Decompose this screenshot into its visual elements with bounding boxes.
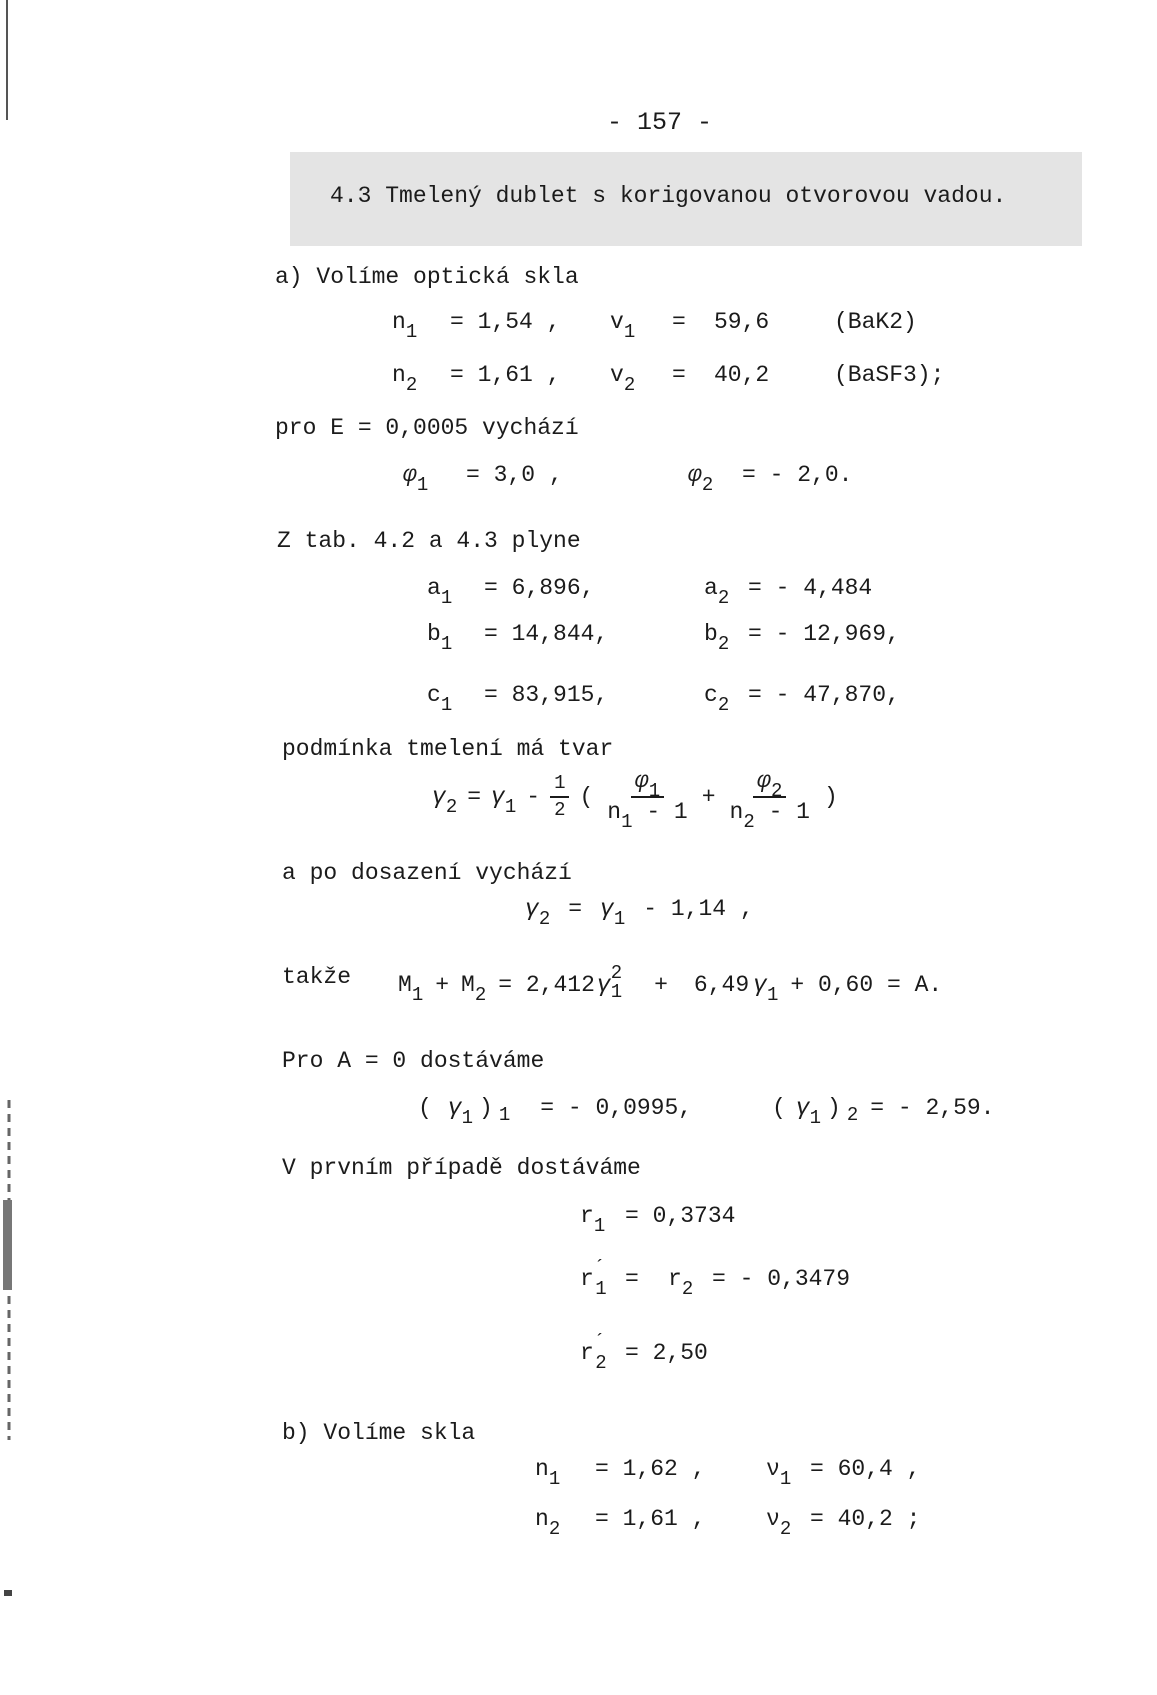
sum-plus1: +	[435, 972, 450, 998]
b-glass2-n-sub: 2	[548, 1518, 561, 1540]
glass2-n-value: = 1,61 ,	[450, 362, 561, 388]
coef-b2	[704, 621, 730, 655]
page-number: - 157 -	[607, 108, 713, 137]
bonding-label: podmínka tmelení má tvar	[282, 736, 614, 762]
b-glass1-n-value: = 1,62 ,	[595, 1456, 706, 1482]
phi1-value: = 3,0 ,	[466, 462, 563, 488]
coef-a2	[704, 575, 730, 609]
glass2-n-sub: 2	[405, 374, 418, 396]
half-num: 1	[550, 774, 569, 798]
r2-prime-symbol: r	[580, 1340, 594, 1366]
fraction-phi1-den-rest: - 1	[646, 799, 688, 825]
r1-symbol: r	[580, 1203, 594, 1229]
glass2-n	[392, 362, 418, 396]
glass2-v-sub: 2	[623, 374, 636, 396]
glass1-v	[610, 309, 636, 343]
sum-m2-sub: 2	[474, 984, 487, 1006]
glass1-n-sub: 1	[405, 321, 418, 343]
sum-gamma	[753, 972, 779, 1006]
sum-m2	[461, 972, 487, 1006]
fraction-phi2-num-symbol: φ	[757, 768, 771, 794]
phi1	[403, 462, 429, 496]
solution-2-gamma-sub: 1	[809, 1107, 822, 1129]
solution-2-open: (	[772, 1095, 786, 1121]
half-den: 2	[554, 799, 566, 821]
coef-a1-symbol: a	[427, 575, 441, 601]
sum-coef: 6,49	[693, 972, 750, 998]
bonding-lhs-sub: 2	[445, 795, 458, 818]
bonding-open-paren: (	[579, 783, 594, 810]
b-glass1-n-symbol: n	[535, 1456, 549, 1482]
phi1-symbol: φ	[403, 462, 417, 488]
fraction-phi2	[726, 768, 814, 833]
b-glass2-n-value: = 1,61 ,	[595, 1506, 706, 1532]
substitution-rest: - 1,14 ,	[643, 896, 754, 922]
b-glass2-n-symbol: n	[535, 1506, 549, 1532]
b-glass1-v-symbol: ν	[766, 1456, 780, 1482]
b-glass2-n	[535, 1506, 561, 1540]
glass2-v-eq: =	[672, 362, 686, 388]
solution-2-gamma-symbol: γ	[795, 1095, 810, 1121]
r2-prime-value: = 2,50	[625, 1340, 708, 1366]
phi2-symbol: φ	[688, 462, 702, 488]
r1-prime-mark: ´	[593, 1257, 606, 1279]
fraction-phi1	[603, 768, 691, 833]
substitution-g1-sub: 1	[613, 908, 626, 930]
sum-tail: + 0,60 = A.	[790, 972, 943, 998]
r1-sub: 1	[593, 1215, 606, 1237]
solution-2-index: 2	[846, 1104, 859, 1126]
b-glass2-v-symbol: ν	[766, 1506, 780, 1532]
coef-c1-value: = 83,915,	[484, 682, 609, 708]
bonding-lhs-symbol: γ	[432, 783, 446, 810]
coef-a1	[427, 575, 453, 609]
b-glass1-n	[535, 1456, 561, 1490]
phi2	[688, 462, 714, 496]
bonding-g1	[491, 783, 517, 818]
bonding-lhs	[432, 783, 458, 818]
bonding-close-paren: )	[824, 783, 838, 810]
glass2-n-symbol: n	[392, 362, 406, 388]
coef-b2-symbol: b	[704, 621, 718, 647]
r2-symbol: r	[668, 1266, 682, 1292]
solution-2-value: = - 2,59.	[870, 1095, 995, 1121]
bonding-equation	[432, 768, 838, 833]
substitution-g1	[600, 896, 626, 930]
b-glass1-v-value: = 60,4 ,	[810, 1456, 921, 1482]
substitution-lhs-symbol: γ	[525, 896, 539, 922]
glass1-v-eq: =	[672, 309, 686, 335]
r1-prime-eq: =	[625, 1266, 639, 1292]
r1-prime-symbol: r	[580, 1266, 594, 1292]
b-glass2-v-sub: 2	[779, 1518, 792, 1540]
sum-gamma2-sub: 1	[766, 984, 779, 1006]
bonding-minus: -	[526, 783, 541, 810]
r2-prime-mark: ´	[593, 1331, 606, 1353]
phi1-sub: 1	[416, 474, 429, 496]
sum-equation	[398, 962, 943, 1012]
coef-c1-symbol: c	[427, 682, 441, 708]
glass1-n-symbol: n	[392, 309, 406, 335]
substitution-eq: =	[568, 896, 583, 922]
sum-eq: = 2,412	[498, 972, 595, 998]
bonding-g1-symbol: γ	[491, 783, 505, 810]
glass1-v-sub: 1	[623, 321, 636, 343]
part-b-intro: b) Volíme skla	[282, 1420, 476, 1446]
fraction-phi1-num-sub: 1	[648, 780, 661, 802]
sum-gamma-squared	[596, 962, 623, 1012]
bonding-plus: +	[701, 783, 716, 810]
coef-b1	[427, 621, 453, 655]
substitution-equation	[525, 896, 754, 930]
r2-prime-sub: 2	[595, 1352, 607, 1374]
coef-b1-sub: 1	[440, 633, 453, 655]
sum-label: takže	[282, 964, 352, 990]
glass1-n	[392, 309, 418, 343]
r2-prime	[580, 1331, 607, 1374]
coef-b2-sub: 2	[717, 633, 730, 655]
scan-edge-artifact	[0, 0, 22, 1695]
fraction-phi2-den	[726, 798, 814, 833]
coef-a2-value: = - 4,484	[748, 575, 873, 601]
substitution-g1-symbol: γ	[600, 896, 614, 922]
coef-c2-symbol: c	[704, 682, 718, 708]
coef-c2-sub: 2	[717, 694, 730, 716]
b-glass2-v-value: = 40,2 ;	[810, 1506, 921, 1532]
coef-c1	[427, 682, 453, 716]
bonding-eq: =	[467, 783, 482, 810]
sum-plus2: +	[654, 972, 668, 998]
fraction-phi2-den-symbol: n	[729, 799, 744, 825]
r1-prime	[580, 1257, 607, 1300]
glass1-n-value: = 1,54 ,	[450, 309, 561, 335]
b-glass2-v	[766, 1506, 792, 1540]
sum-m2-symbol: M	[461, 972, 475, 998]
glass1-v-value: 59,6	[714, 309, 770, 335]
glass2-v	[610, 362, 636, 396]
part-a-intro: a) Volíme optická skla	[275, 264, 579, 290]
coef-a1-value: = 6,896,	[484, 575, 595, 601]
substitution-label: a po dosazení vychází	[282, 860, 572, 886]
sum-gamma2-symbol: γ	[753, 972, 767, 998]
fraction-phi2-num-sub: 2	[770, 780, 783, 802]
bonding-g1-sub: 1	[504, 795, 517, 818]
r2-value: = - 0,3479	[712, 1266, 851, 1292]
coef-a1-sub: 1	[440, 587, 453, 609]
sum-m1-symbol: M	[398, 972, 412, 998]
glass2-v-value: 40,2	[714, 362, 770, 388]
r1-prime-sub: 1	[595, 1278, 607, 1300]
half-fraction	[550, 774, 569, 820]
b-glass1-n-sub: 1	[548, 1468, 561, 1490]
section-heading: 4.3 Tmelený dublet s korigovanou otvorovou vadou.	[330, 183, 1007, 209]
coef-b2-value: = - 12,969,	[748, 621, 900, 647]
coef-a2-symbol: a	[704, 575, 718, 601]
coef-c2	[704, 682, 730, 716]
r2	[668, 1266, 694, 1300]
b-glass1-v-sub: 1	[779, 1468, 792, 1490]
r1	[580, 1203, 606, 1237]
solution-1-index: 1	[498, 1104, 511, 1126]
solutions-label: Pro A = 0 dostáváme	[282, 1048, 545, 1074]
r2-sub: 2	[681, 1278, 694, 1300]
coef-a2-sub: 2	[717, 587, 730, 609]
solution-2	[772, 1095, 995, 1129]
fraction-phi1-num-symbol: φ	[634, 768, 649, 794]
coef-b1-symbol: b	[427, 621, 441, 647]
r1-value: = 0,3734	[625, 1203, 736, 1229]
glass1-name: (BaK2)	[834, 309, 917, 335]
solution-1-open: (	[418, 1095, 432, 1121]
table-reference: Z tab. 4.2 a 4.3 plyne	[277, 528, 581, 554]
fraction-phi1-den-symbol: n	[607, 799, 622, 825]
sum-gamma-supsub	[611, 964, 622, 1002]
coef-b1-value: = 14,844,	[484, 621, 609, 647]
glass2-name: (BaSF3);	[834, 362, 945, 388]
glass1-v-symbol: v	[610, 309, 624, 335]
sum-gamma-sub: 1	[610, 981, 623, 1003]
fraction-phi2-den-sub: 2	[743, 811, 755, 833]
condition-text: pro E = 0,0005 vychází	[275, 415, 579, 441]
coef-c1-sub: 1	[440, 694, 453, 716]
solution-1-gamma-sub: 1	[461, 1107, 474, 1129]
coef-c2-value: = - 47,870,	[748, 682, 900, 708]
b-glass1-v	[766, 1456, 792, 1490]
fraction-phi2-den-rest: - 1	[768, 799, 810, 825]
substitution-lhs	[525, 896, 551, 930]
first-case-label: V prvním případě dostáváme	[282, 1155, 641, 1181]
solution-1-gamma-symbol: γ	[447, 1095, 462, 1121]
fraction-phi1-den	[603, 798, 691, 833]
phi2-sub: 2	[701, 474, 714, 496]
fraction-phi2-num	[753, 768, 786, 802]
solution-1-close: )	[479, 1095, 493, 1121]
glass2-v-symbol: v	[610, 362, 624, 388]
substitution-lhs-sub: 2	[538, 908, 551, 930]
sum-m1	[398, 972, 424, 1006]
sum-gamma-symbol: γ	[596, 972, 611, 998]
fraction-phi1-den-sub: 1	[621, 811, 633, 833]
sum-gamma-sup: 2	[610, 962, 623, 984]
solution-2-gamma	[795, 1095, 822, 1129]
solution-1	[418, 1095, 693, 1129]
phi2-value: = - 2,0.	[742, 462, 853, 488]
solution-2-close: )	[827, 1095, 841, 1121]
sum-m1-sub: 1	[411, 984, 424, 1006]
solution-1-value: = - 0,0995,	[540, 1095, 693, 1121]
solution-1-gamma	[447, 1095, 474, 1129]
fraction-phi1-num	[631, 768, 664, 802]
